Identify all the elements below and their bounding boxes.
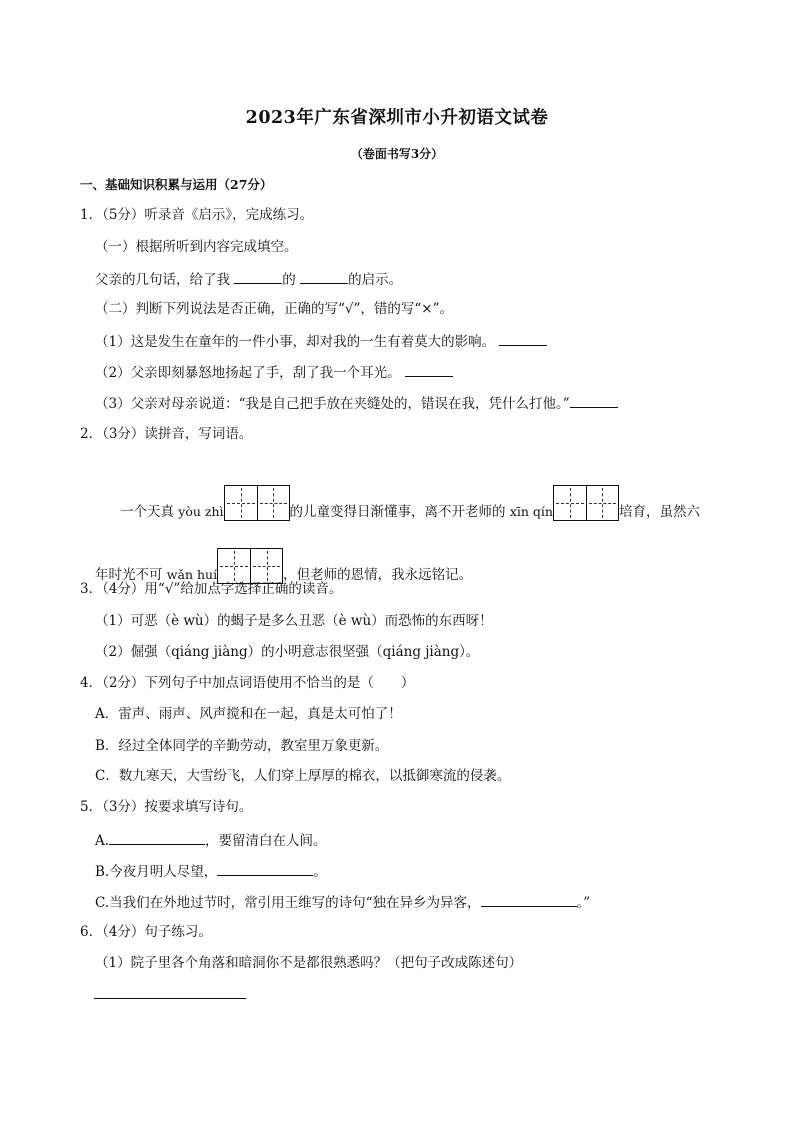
question-1-fill: [95, 269, 402, 289]
sentence-text: ，但老师的恩情，我永远铭记。: [283, 567, 473, 583]
pinyin: yòu zhì: [178, 504, 224, 519]
item-text: 。”: [576, 895, 591, 911]
question-1-item-3: [95, 393, 618, 413]
question-3-item-1: （1）可恶（è wù）的蝎子是多么丑恶（è wù）而恐怖的东西呀！: [95, 613, 493, 629]
question-4-option-c: C．数九寒天，大雪纷飞，人们穿上厚厚的棉衣，以抵御寒流的侵袭。: [95, 768, 511, 784]
character-grid[interactable]: [553, 485, 619, 521]
answer-blank[interactable]: [234, 269, 282, 284]
answer-blank[interactable]: [217, 861, 313, 876]
pinyin: wǎn huí: [166, 567, 218, 582]
item-text: 。: [313, 864, 327, 880]
item-text: （1）这是发生在童年的一件小事，却对我的一生有着莫大的影响。: [95, 334, 500, 350]
question-6-item-1: （1）院子里各个角落和暗洞你不是都很熟悉吗？（把句子改成陈述句）: [95, 955, 523, 971]
item-text: C.当我们在外地过节时，常引用王维写的诗句“独在异乡为异客，: [95, 895, 481, 911]
pinyin: xīn qín: [509, 504, 553, 519]
item-text: A.: [95, 833, 110, 849]
question-4-stem: 4．（2分）下列句子中加点词语使用不恰当的是（ ）: [80, 675, 415, 691]
question-1-item-1: [95, 331, 547, 351]
answer-blank[interactable]: [481, 892, 577, 907]
sentence-text: 培育，虽然六: [618, 504, 700, 520]
fill-text-a: 父亲的几句话，给了我: [95, 272, 235, 288]
grid-cell[interactable]: [225, 486, 257, 520]
question-5-item-c: [95, 892, 590, 912]
question-5-item-b: [95, 861, 327, 881]
question-4-option-a: A．雷声、雨声、风声搅和在一起，真是太可怕了！: [95, 706, 402, 722]
question-1-part-1: （一）根据所听到内容完成填空。: [95, 239, 298, 255]
question-4-option-b: B．经过全体同学的辛勤劳动，教室里万象更新。: [95, 738, 389, 754]
fill-text-c: 的启示。: [348, 272, 403, 288]
question-1-part-2: （二）判断下列说法是否正确，正确的写“√”，错的写“×”。: [95, 301, 454, 317]
item-text: （3）父亲对母亲说道：“我是自己把手放在夹缝处的，错误在我，凭什么打他。”: [95, 396, 570, 412]
answer-blank[interactable]: [570, 393, 618, 408]
question-3-item-2: （2）倔强（qiáng jiàng）的小明意志很坚强（qiáng jiàng）。: [95, 644, 480, 660]
section-heading: 一、基础知识积累与运用（27分）: [80, 177, 273, 192]
question-2-stem: 2．（3分）读拼音，写词语。: [80, 426, 253, 442]
page-subtitle: （卷面书写3分）: [350, 147, 444, 161]
sentence-text: 一个天真: [120, 504, 179, 520]
answer-blank[interactable]: [405, 362, 453, 377]
question-5-item-a: [95, 830, 327, 850]
item-text: ，要留清白在人间。: [205, 833, 327, 849]
fill-text-b: 的: [282, 272, 301, 288]
question-3-stem: 3．（4分）用“√”给加点字选择正确的读音。: [80, 581, 343, 597]
question-2-line-1: [120, 485, 700, 521]
grid-cell[interactable]: [586, 486, 618, 520]
question-1-item-2: [95, 362, 453, 382]
item-text: B.今夜月明人尽望，: [95, 864, 218, 880]
answer-blank[interactable]: [109, 830, 205, 845]
sentence-text: 年时光不可: [95, 567, 167, 583]
question-6-stem: 6．（4分）句子练习。: [80, 924, 212, 940]
question-5-stem: 5．（3分）按要求填写诗句。: [80, 799, 253, 815]
page-title: 2023年广东省深圳市小升初语文试卷: [245, 108, 549, 128]
answer-blank[interactable]: [300, 269, 348, 284]
character-grid[interactable]: [217, 548, 283, 584]
character-grid[interactable]: [224, 485, 290, 521]
sentence-text: 的儿童变得日渐懂事，离不开老师的: [289, 504, 510, 520]
answer-blank[interactable]: [499, 331, 547, 346]
question-1-stem: 1．（5分）听录音《启示》，完成练习。: [80, 207, 314, 223]
question-2-line-2: [95, 548, 472, 584]
grid-cell[interactable]: [218, 549, 250, 583]
grid-cell[interactable]: [250, 549, 282, 583]
grid-cell[interactable]: [554, 486, 586, 520]
answer-line[interactable]: [94, 998, 246, 999]
item-text: （2）父亲即刻暴怒地扬起了手，刮了我一个耳光。: [95, 365, 405, 381]
grid-cell[interactable]: [257, 486, 289, 520]
